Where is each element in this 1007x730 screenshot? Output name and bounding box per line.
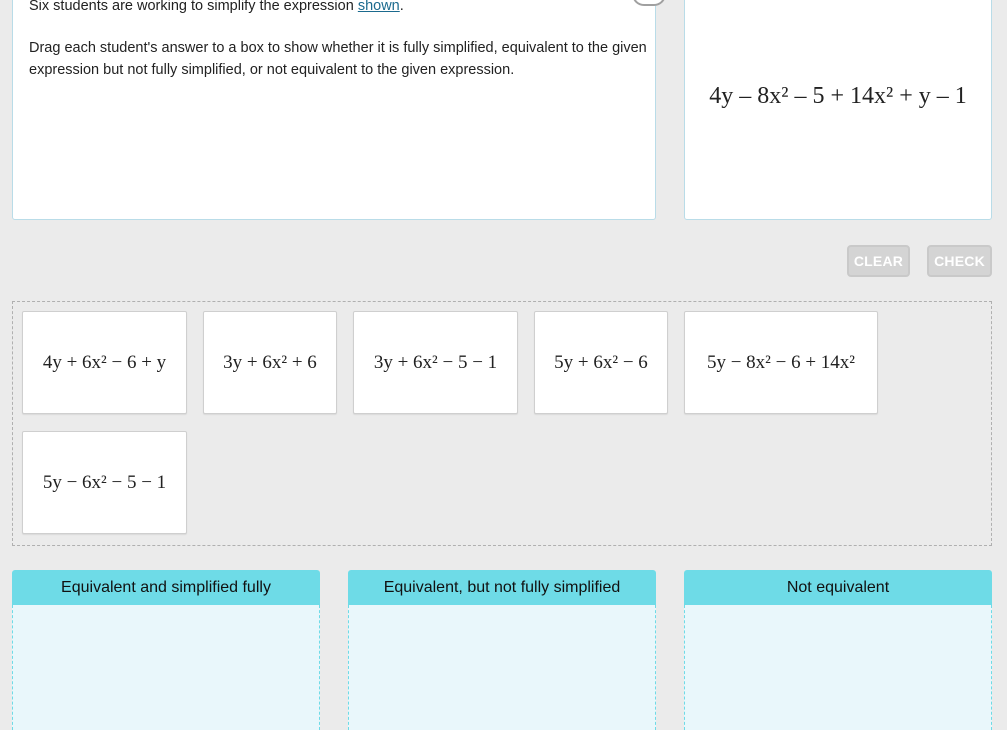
bin-drop-area[interactable]: [348, 605, 656, 730]
answer-card[interactable]: [22, 431, 187, 534]
shown-link[interactable]: shown: [357, 0, 400, 14]
bin-drop-area[interactable]: [684, 605, 992, 730]
answer-expression: 5y − 6x² − 5 − 1: [42, 471, 167, 493]
intro-text-lead: Six students are working to simplify the expression: [29, 0, 358, 14]
intro-text-end: .: [399, 0, 404, 14]
bin-drop-area[interactable]: [12, 605, 320, 730]
answer-card[interactable]: [684, 311, 878, 414]
answer-card[interactable]: [22, 311, 187, 414]
answer-expression: 5y + 6x² − 6: [554, 351, 648, 373]
answer-expression: 3y + 6x² − 5 − 1: [373, 351, 498, 373]
directions-text: Drag each student's answer to a box to show whether it is fully simplified, equivalent to the given expression but not fully simplified, or not equivalent to the given expression.: [29, 40, 647, 78]
bin-simplified-fully[interactable]: [12, 570, 320, 730]
bin-header: Not equivalent: [684, 570, 992, 605]
intro-text: [29, 0, 404, 17]
answer-card[interactable]: [534, 311, 668, 414]
clear-button[interactable]: CLEAR: [847, 245, 910, 277]
check-button[interactable]: CHECK: [927, 245, 992, 277]
bin-header: Equivalent and simplified fully: [12, 570, 320, 605]
given-expression: 4y – 8x² – 5 + 14x² + y – 1: [709, 83, 967, 109]
expression-panel: [684, 0, 992, 220]
answer-card[interactable]: [203, 311, 337, 414]
answer-card[interactable]: [353, 311, 518, 414]
answer-expression: 3y + 6x² + 6: [223, 351, 317, 373]
answer-expression: 4y + 6x² − 6 + y: [42, 351, 167, 373]
bin-not-fully-simplified[interactable]: [348, 570, 656, 730]
instructions-panel: [12, 0, 656, 220]
bin-not-equivalent[interactable]: [684, 570, 992, 730]
answer-expression: 5y − 8x² − 6 + 14x²: [706, 351, 856, 373]
bin-header: Equivalent, but not fully simplified: [348, 570, 656, 605]
